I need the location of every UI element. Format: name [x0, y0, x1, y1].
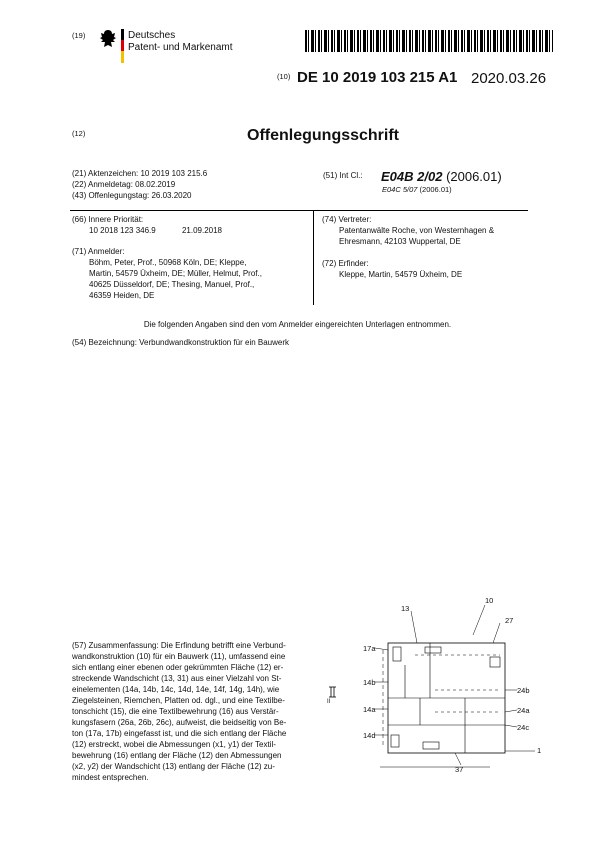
abstract-line: sich entlang einer ebenen oder gekrümmten Fläche (12) er-	[72, 663, 284, 672]
intcl-main	[381, 169, 502, 184]
label-17a: 17a	[363, 644, 376, 653]
applicant-line: 46359 Heiden, DE	[89, 291, 155, 300]
label-24a: 24a	[517, 706, 530, 715]
office-line-1: Deutsches	[128, 30, 176, 41]
applicant-line: Böhm, Peter, Prof., 50968 Köln, DE; Kleppe,	[89, 258, 247, 267]
representative-label: (74) Vertreter:	[322, 215, 372, 224]
document-type: Offenlegungsschrift	[247, 127, 400, 144]
intcl-sub-class: E04C 5/07	[382, 185, 418, 194]
inventor-block	[322, 258, 462, 280]
biblio-top-rule	[70, 210, 528, 211]
label-24c: 24c	[517, 723, 530, 732]
intcl-sub-year: (2006.01)	[419, 185, 452, 194]
abstract	[72, 640, 322, 783]
representative-block	[322, 214, 494, 247]
filing-data	[72, 168, 207, 201]
publication-date: 2020.03.26	[471, 70, 547, 87]
intcl-sub	[382, 185, 452, 195]
abstract-line: kungsfasern (26a, 26b, 26c), aufweist, die beidseitig von Be-	[72, 718, 287, 727]
label-13: 13	[401, 604, 410, 613]
publication-day: (43) Offenlegungstag: 26.03.2020	[72, 191, 192, 200]
application-number: (21) Aktenzeichen: 10 2019 103 215.6	[72, 169, 208, 178]
label-27: 27	[505, 616, 514, 625]
patent-figure	[325, 595, 555, 780]
publication-number: DE 10 2019 103 215 A1	[297, 69, 458, 86]
filing-date: (22) Anmeldetag: 08.02.2019	[72, 180, 176, 189]
representative-line: Ehresmann, 42103 Wuppertal, DE	[339, 237, 461, 246]
code-12: (12)	[72, 129, 86, 138]
label-24b: 24b	[517, 686, 530, 695]
office-line-2: Patent- und Markenamt	[128, 42, 233, 53]
abstract-line: (12) erstreckt, wobei die Abmessungen (x1, y1) der Textil-	[72, 740, 276, 749]
label-14a: 14a	[363, 705, 376, 714]
abstract-line: (57) Zusammenfassung: Die Erfindung betrifft eine Verbund-	[72, 641, 286, 650]
abstract-line: Ziegelsteinen, Riemchen, Platten od. dgl., und eine Textilbe-	[72, 696, 285, 705]
abstract-line: bewehrung (16) entlang der Fläche (12) den Abmessungen	[72, 751, 282, 760]
label-1: 1	[537, 746, 542, 755]
applicant-block	[72, 246, 262, 301]
notice-text: Die folgenden Angaben sind den vom Anmelder eingereichten Unterlagen entnommen.	[143, 320, 452, 329]
priority-label: (66) Innere Priorität:	[72, 215, 144, 224]
inventor-label: (72) Erfinder:	[322, 259, 369, 268]
flag-stripe	[121, 29, 124, 63]
barcode	[305, 30, 553, 52]
label-14b: 14b	[363, 678, 376, 687]
code-19: (19)	[72, 31, 86, 40]
priority-block	[72, 214, 222, 236]
inventor-line: Kleppe, Martin, 54579 Üxheim, DE	[339, 270, 463, 279]
label-II: II	[327, 699, 331, 705]
applicant-label: (71) Anmelder:	[72, 247, 125, 256]
label-37: 37	[455, 765, 464, 774]
label-10: 10	[485, 596, 494, 605]
abstract-line: tonschicht (15), die eine Textilbewehrung (16) aus Verstär-	[72, 707, 279, 716]
intcl-main-class: E04B 2/02	[381, 169, 443, 184]
priority-number: 10 2018 123 346.9	[89, 226, 156, 235]
abstract-line: ton (17a, 17b) eingefasst ist, und die sich entlang der Fläche	[72, 729, 287, 738]
federal-eagle-logo	[98, 28, 118, 58]
applicant-line: Martin, 54579 Üxheim, DE; Müller, Helmut, Prof.,	[89, 269, 262, 278]
biblio-divider	[313, 210, 314, 305]
abstract-line: wandkonstruktion (10) für ein Bauwerk (11), umfassend eine	[72, 652, 286, 661]
applicant-line: 40625 Düsseldorf, DE; Thesing, Manuel, Prof.,	[89, 280, 255, 289]
priority-date: 21.09.2018	[181, 226, 223, 235]
representative-line: Patentanwälte Roche, von Westernhagen &	[339, 226, 495, 235]
designation: (54) Bezeichnung: Verbundwandkonstruktion für ein Bauwerk	[72, 338, 290, 347]
abstract-line: (x2, y2) der Wandschicht (13) entlang der Fläche (12) zu-	[72, 762, 275, 771]
abstract-line: einelementen (14a, 14b, 14c, 14d, 14e, 14f, 14g, 14h), wie	[72, 685, 280, 694]
office-name	[128, 30, 233, 54]
label-14d: 14d	[363, 731, 376, 740]
intcl-code: (51) Int Cl.:	[323, 171, 363, 180]
abstract-line: mindest entsprechen.	[72, 773, 149, 782]
code-10: (10)	[277, 72, 291, 81]
abstract-line: streckende Wandschicht (13, 31) aus einer Vielzahl von St-	[72, 674, 282, 683]
intcl-main-year: (2006.01)	[446, 169, 502, 184]
